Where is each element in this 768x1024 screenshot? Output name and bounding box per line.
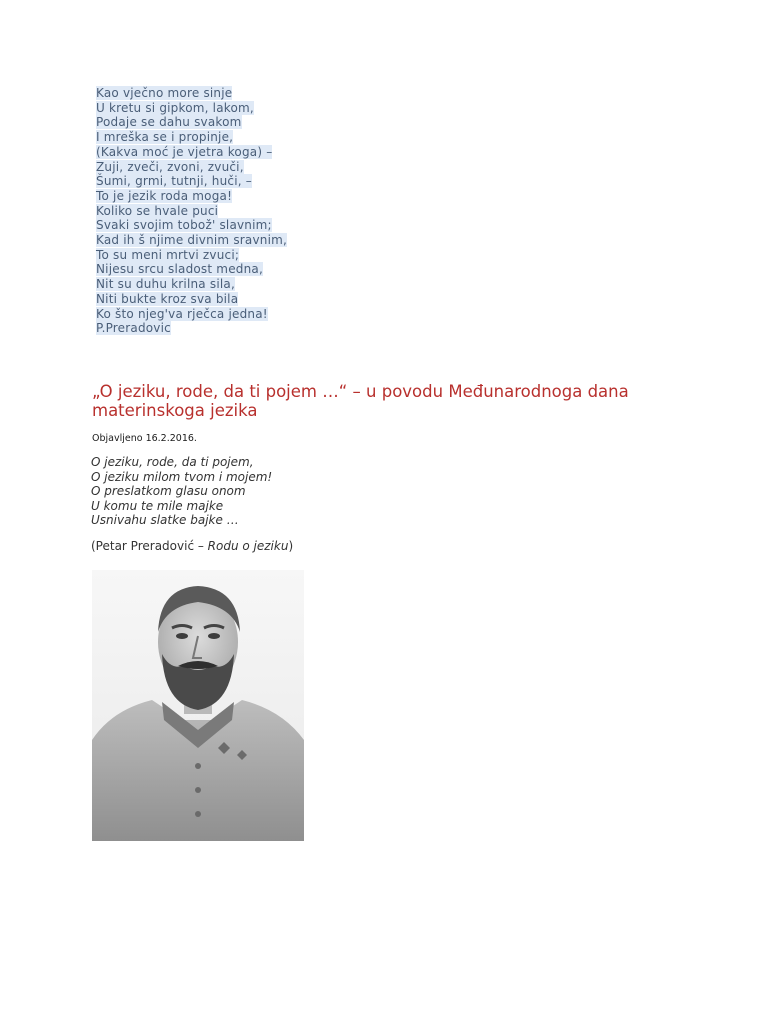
attribution-suffix: ) xyxy=(288,539,294,553)
poem-block xyxy=(96,86,287,336)
attribution xyxy=(91,539,293,553)
poem-line: Nijesu srcu sladost medna, xyxy=(96,262,263,277)
poem-line: To su meni mrtvi zvuci; xyxy=(96,247,240,262)
published-date: Objavljeno 16.2.2016. xyxy=(92,433,197,444)
poem-line: Ko što njeg'va rječca jedna! xyxy=(96,306,268,321)
poem-line: Niti bukte kroz sva bila xyxy=(96,291,239,306)
verse-line: O jeziku milom tvom i mojem! xyxy=(91,469,273,484)
poem-line: Zuji, zveči, zvoni, zvuči, xyxy=(96,159,244,174)
poem-line: Koliko se hvale puci xyxy=(96,203,219,218)
verse-line: Usnivahu slatke bajke … xyxy=(91,513,239,527)
poem-line: Kad ih š njime divnim sravnim, xyxy=(96,233,288,248)
poem-line: Kao vječno more sinje xyxy=(96,86,233,100)
poem-line: (Kakva moć je vjetra koga) – xyxy=(96,144,273,159)
poem-line: I mreška se i propinje, xyxy=(96,130,234,145)
attribution-prefix: (Petar Preradović – xyxy=(91,539,208,553)
verse-line: O jeziku, rode, da ti pojem, xyxy=(91,455,254,469)
poem-line: To je jezik roda moga! xyxy=(96,188,233,203)
verse-block xyxy=(91,455,272,528)
poem-line: Šumi, grmi, tutnji, huči, – xyxy=(96,174,252,189)
portrait-illustration xyxy=(92,570,304,841)
attribution-work: Rodu o jeziku xyxy=(207,539,289,553)
author-portrait xyxy=(92,570,304,841)
verse-line: O preslatkom glasu onom xyxy=(91,484,246,498)
poem-line: Nit su duhu krilna sila, xyxy=(96,277,235,292)
poem-author: P.Preradovic xyxy=(96,321,171,336)
poem-line: U kretu si gipkom, lakom, xyxy=(96,100,254,115)
article-title[interactable]: „O jeziku, rode, da ti pojem …“ – u povodu Međunarodnoga dana materinskoga jezika xyxy=(92,382,629,420)
poem-line: Svaki svojim tobož' slavnim; xyxy=(96,218,272,233)
verse-line: U komu te mile majke xyxy=(91,498,224,513)
poem-line: Podaje se dahu svakom xyxy=(96,115,242,130)
